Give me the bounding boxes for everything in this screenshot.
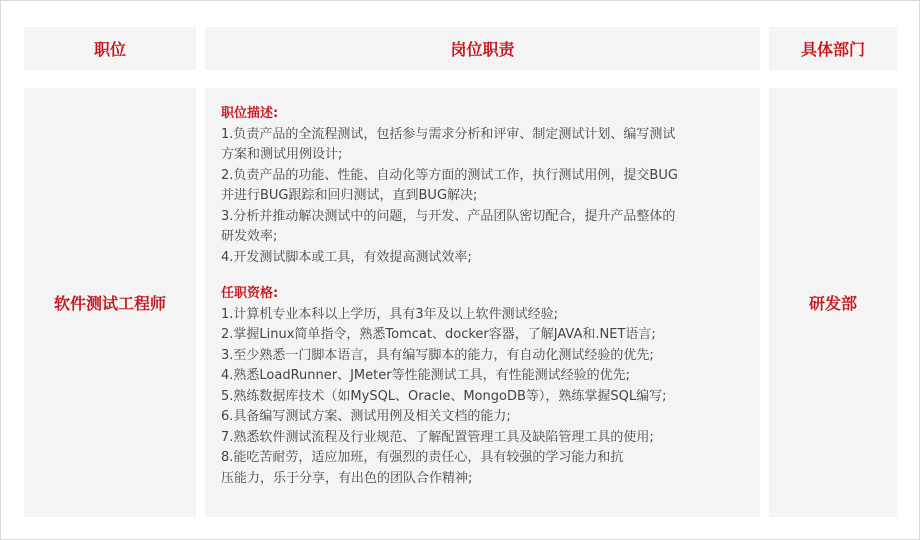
duties-content [221,104,756,489]
qualifications-title: 任职资格: [221,286,279,301]
qualification-line: 压能力，乐于分享，有出色的团队合作精神; [221,470,473,486]
qualification-line: 6.具备编写测试方案、测试用例及相关文档的能力; [221,409,511,424]
job-description-title: 职位描述: [221,106,279,121]
job-description-line: 4.开发测试脚本或工具，有效提高测试效率; [221,249,472,265]
qualification-line: 7.熟悉软件测试流程及行业规范、了解配置管理工具及缺陷管理工具的使用; [221,429,654,445]
department-cell: 研发部 [769,88,897,517]
job-description-line: 并进行BUG跟踪和回归测试，直到BUG解决; [221,188,478,203]
job-description-line: 1.负责产品的全流程测试，包括参与需求分析和评审、制定测试计划、编写测试 [221,126,676,142]
section-spacer [221,268,756,284]
qualification-line: 1.计算机专业本科以上学历，具有3年及以上软件测试经验; [221,306,559,322]
header-position: 职位 [24,27,196,70]
qualification-line: 2.掌握Linux简单指令，熟悉Tomcat、docker容器，了解JAVA和.NET语言; [221,327,656,342]
qualification-line: 5.熟练数据库技术（如MySQL、Oracle、MongoDB等），熟练掌握SQL编写; [221,388,667,404]
qualification-line: 3.至少熟悉一门脚本语言，具有编写脚本的能力，有自动化测试经验的优先; [221,347,654,363]
job-description-line: 方案和测试用例设计; [221,147,343,162]
qualification-line: 4.熟悉LoadRunner、JMeter等性能测试工具，有性能测试经验的优先; [221,368,630,383]
qualification-line: 8.能吃苦耐劳，适应加班，有强烈的责任心，具有较强的学习能力和抗 [221,450,624,465]
duties-cell [205,88,760,517]
header-department: 具体部门 [769,27,897,70]
position-cell: 软件测试工程师 [24,88,196,517]
header-duties: 岗位职责 [205,27,760,70]
job-description-line: 3.分析并推动解决测试中的问题，与开发、产品团队密切配合，提升产品整体的 [221,208,676,224]
job-description-line: 研发效率; [221,229,278,244]
job-description-line: 2.负责产品的功能、性能、自动化等方面的测试工作，执行测试用例，提交BUG [221,167,678,183]
